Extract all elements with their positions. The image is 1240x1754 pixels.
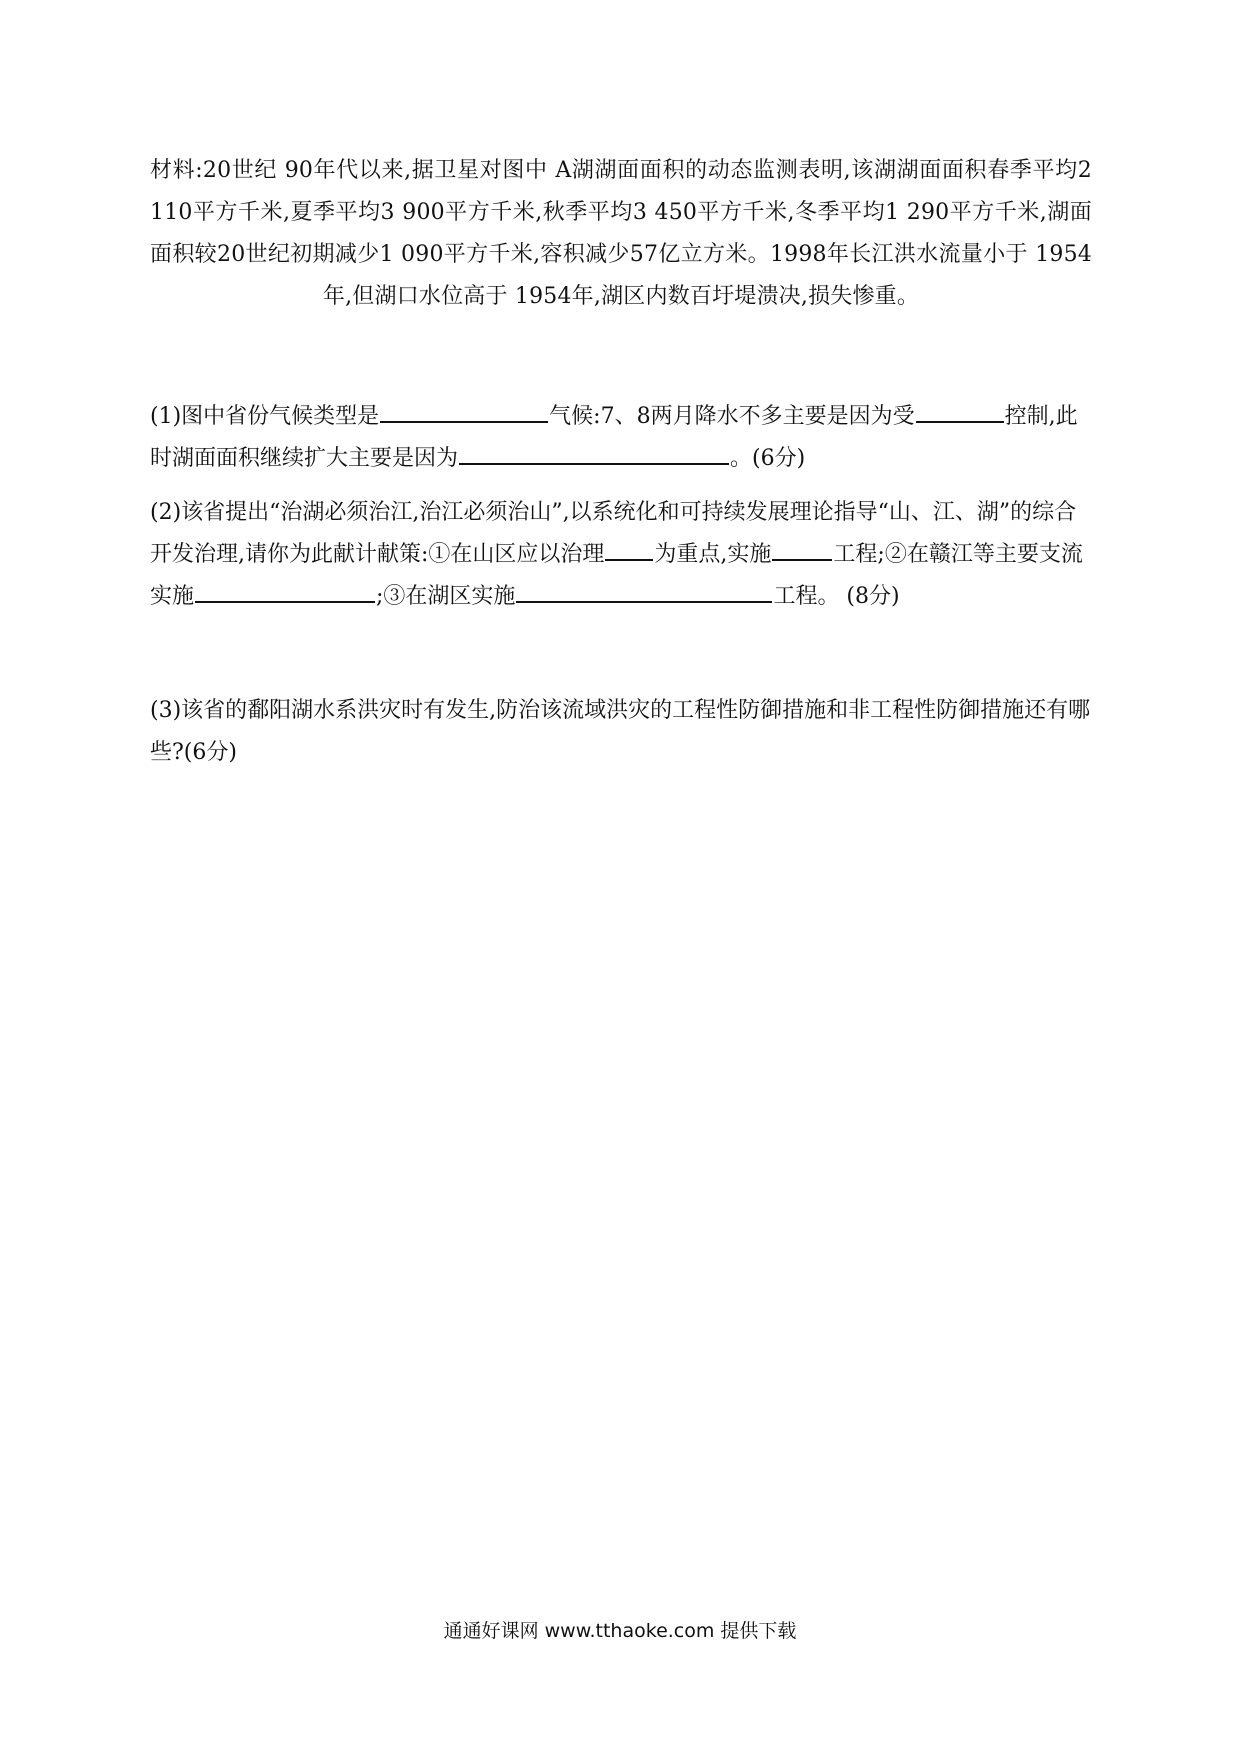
question-1-text-a: (1)图中省份气候类型是	[150, 404, 380, 429]
question-1-text-c: 控制,此时湖面面积继续扩大主要是因为	[150, 404, 1078, 471]
answer-blank-mountain-project[interactable]	[772, 535, 832, 561]
question-2	[150, 492, 1092, 618]
question-2-text-d: ;③在湖区实施	[376, 584, 516, 609]
question-1-text-b: 气候:7、8两月降水不多主要是因为受	[549, 404, 915, 429]
question-2-text-c: 工程;②在赣江等主要支流实施	[150, 542, 1083, 609]
answer-blank-lake-expansion-reason[interactable]	[459, 439, 729, 465]
question-2-text-b: 为重点,实施	[654, 542, 772, 567]
answer-blank-climate-type[interactable]	[380, 397, 548, 423]
question-2-text-a: (2)该省提出“治湖必须治江,治江必须治山”,以系统化和可持续发展理论指导“山、江、湖”的综合开发治理,请你为此献计献策:①在山区应以治理	[150, 500, 1077, 567]
question-1-text-d: 。(6分)	[730, 446, 806, 471]
answer-blank-controlling-system[interactable]	[916, 397, 1004, 423]
footer-source: 通通好课网 www.tthaoke.com 提供下载	[443, 1620, 797, 1642]
answer-blank-tributary-measure[interactable]	[195, 577, 375, 603]
material-paragraph: 材料:20世纪 90年代以来,据卫星对图中 A湖湖面面积的动态监测表明,该湖湖面面积春季平均2 110平方千米,夏季平均3 900平方千米,秋季平均3 450平方千米,冬季平均1 290平方千米,湖面面积较20世纪初期减少1 090平方千米,容积减少57亿立方米。1998年长江洪水流量小于 1954年,但湖口水位高于 1954年,湖区内数百圩堤溃决,损失惨重。	[150, 158, 1092, 309]
answer-blank-lake-area-project[interactable]	[516, 577, 772, 603]
answer-blank-mountain-focus[interactable]	[605, 535, 653, 561]
question-3: (3)该省的鄱阳湖水系洪灾时有发生,防治该流域洪灾的工程性防御措施和非工程性防御措施还有哪些?(6分)	[150, 698, 1091, 765]
question-2-text-e: 工程。 (8分)	[773, 584, 900, 609]
question-1	[150, 396, 1092, 480]
